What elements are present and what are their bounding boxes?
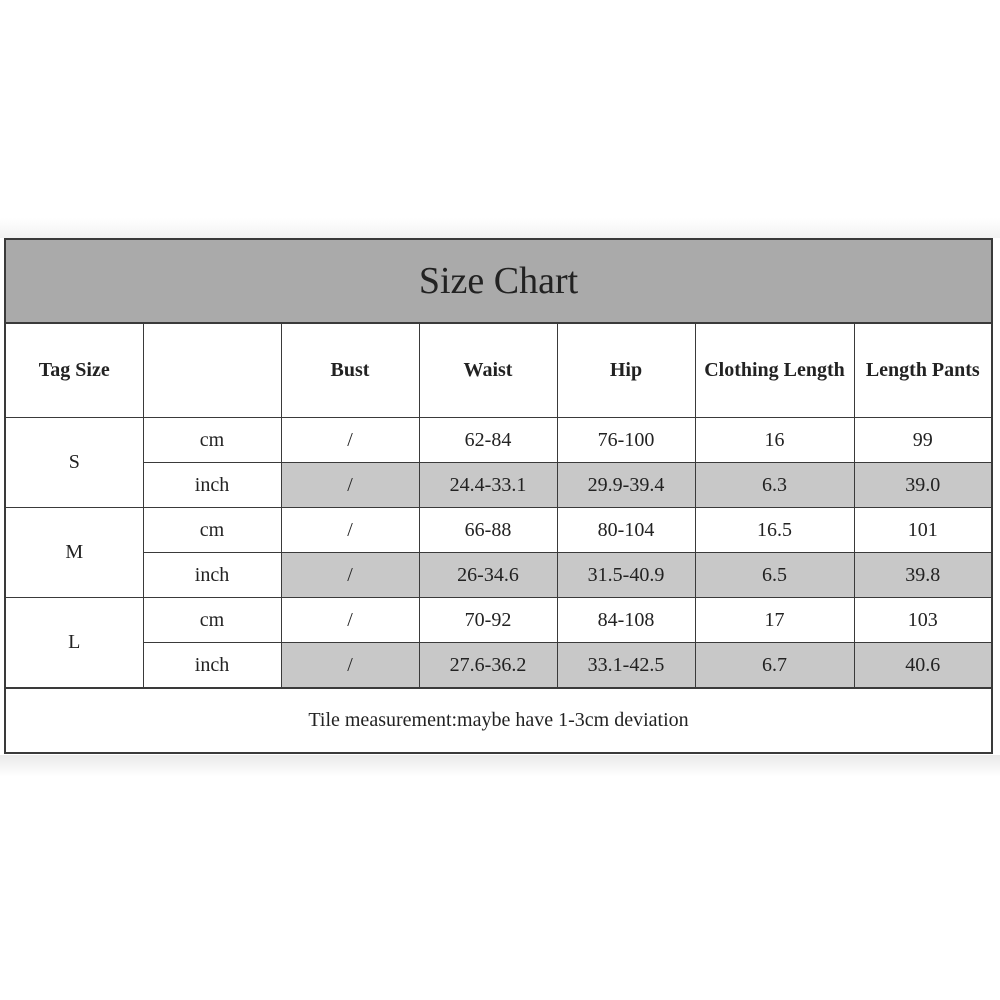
clothing-length-cell: 16 bbox=[695, 418, 854, 463]
table-row bbox=[5, 508, 992, 553]
header-hip: Hip bbox=[557, 323, 695, 418]
unit-cell: cm bbox=[143, 418, 281, 463]
header-length-pants: Length Pants bbox=[854, 323, 992, 418]
bust-cell: / bbox=[281, 553, 419, 598]
clothing-length-cell: 17 bbox=[695, 598, 854, 643]
length-pants-cell: 39.8 bbox=[854, 553, 992, 598]
bust-cell: / bbox=[281, 598, 419, 643]
waist-cell: 27.6-36.2 bbox=[419, 643, 557, 689]
hip-cell: 33.1-42.5 bbox=[557, 643, 695, 689]
header-row bbox=[5, 323, 992, 418]
header-unit bbox=[143, 323, 281, 418]
waist-cell: 62-84 bbox=[419, 418, 557, 463]
unit-cell: inch bbox=[143, 463, 281, 508]
table-row bbox=[5, 463, 992, 508]
table-row bbox=[5, 553, 992, 598]
header-bust: Bust bbox=[281, 323, 419, 418]
header-waist: Waist bbox=[419, 323, 557, 418]
waist-cell: 66-88 bbox=[419, 508, 557, 553]
hip-cell: 80-104 bbox=[557, 508, 695, 553]
chart-title: Size Chart bbox=[5, 239, 992, 323]
bust-cell: / bbox=[281, 418, 419, 463]
hip-cell: 29.9-39.4 bbox=[557, 463, 695, 508]
length-pants-cell: 103 bbox=[854, 598, 992, 643]
length-pants-cell: 101 bbox=[854, 508, 992, 553]
unit-cell: cm bbox=[143, 598, 281, 643]
header-clothing-length: Clothing Length bbox=[695, 323, 854, 418]
hip-cell: 76-100 bbox=[557, 418, 695, 463]
size-tag-cell: L bbox=[5, 598, 143, 689]
unit-cell: cm bbox=[143, 508, 281, 553]
hip-cell: 84-108 bbox=[557, 598, 695, 643]
bust-cell: / bbox=[281, 643, 419, 689]
hip-cell: 31.5-40.9 bbox=[557, 553, 695, 598]
clothing-length-cell: 6.5 bbox=[695, 553, 854, 598]
top-shadow bbox=[0, 218, 1000, 238]
length-pants-cell: 99 bbox=[854, 418, 992, 463]
waist-cell: 26-34.6 bbox=[419, 553, 557, 598]
length-pants-cell: 39.0 bbox=[854, 463, 992, 508]
table-row bbox=[5, 418, 992, 463]
size-chart-table bbox=[4, 238, 993, 754]
bottom-shadow bbox=[0, 755, 1000, 777]
clothing-length-cell: 6.7 bbox=[695, 643, 854, 689]
table-row bbox=[5, 598, 992, 643]
bust-cell: / bbox=[281, 508, 419, 553]
unit-cell: inch bbox=[143, 643, 281, 689]
size-tag-cell: M bbox=[5, 508, 143, 598]
measurement-note: Tile measurement:maybe have 1-3cm deviation bbox=[5, 688, 992, 753]
unit-cell: inch bbox=[143, 553, 281, 598]
length-pants-cell: 40.6 bbox=[854, 643, 992, 689]
waist-cell: 70-92 bbox=[419, 598, 557, 643]
waist-cell: 24.4-33.1 bbox=[419, 463, 557, 508]
table-row bbox=[5, 643, 992, 689]
clothing-length-cell: 16.5 bbox=[695, 508, 854, 553]
header-tag-size: Tag Size bbox=[5, 323, 143, 418]
bust-cell: / bbox=[281, 463, 419, 508]
clothing-length-cell: 6.3 bbox=[695, 463, 854, 508]
size-tag-cell: S bbox=[5, 418, 143, 508]
